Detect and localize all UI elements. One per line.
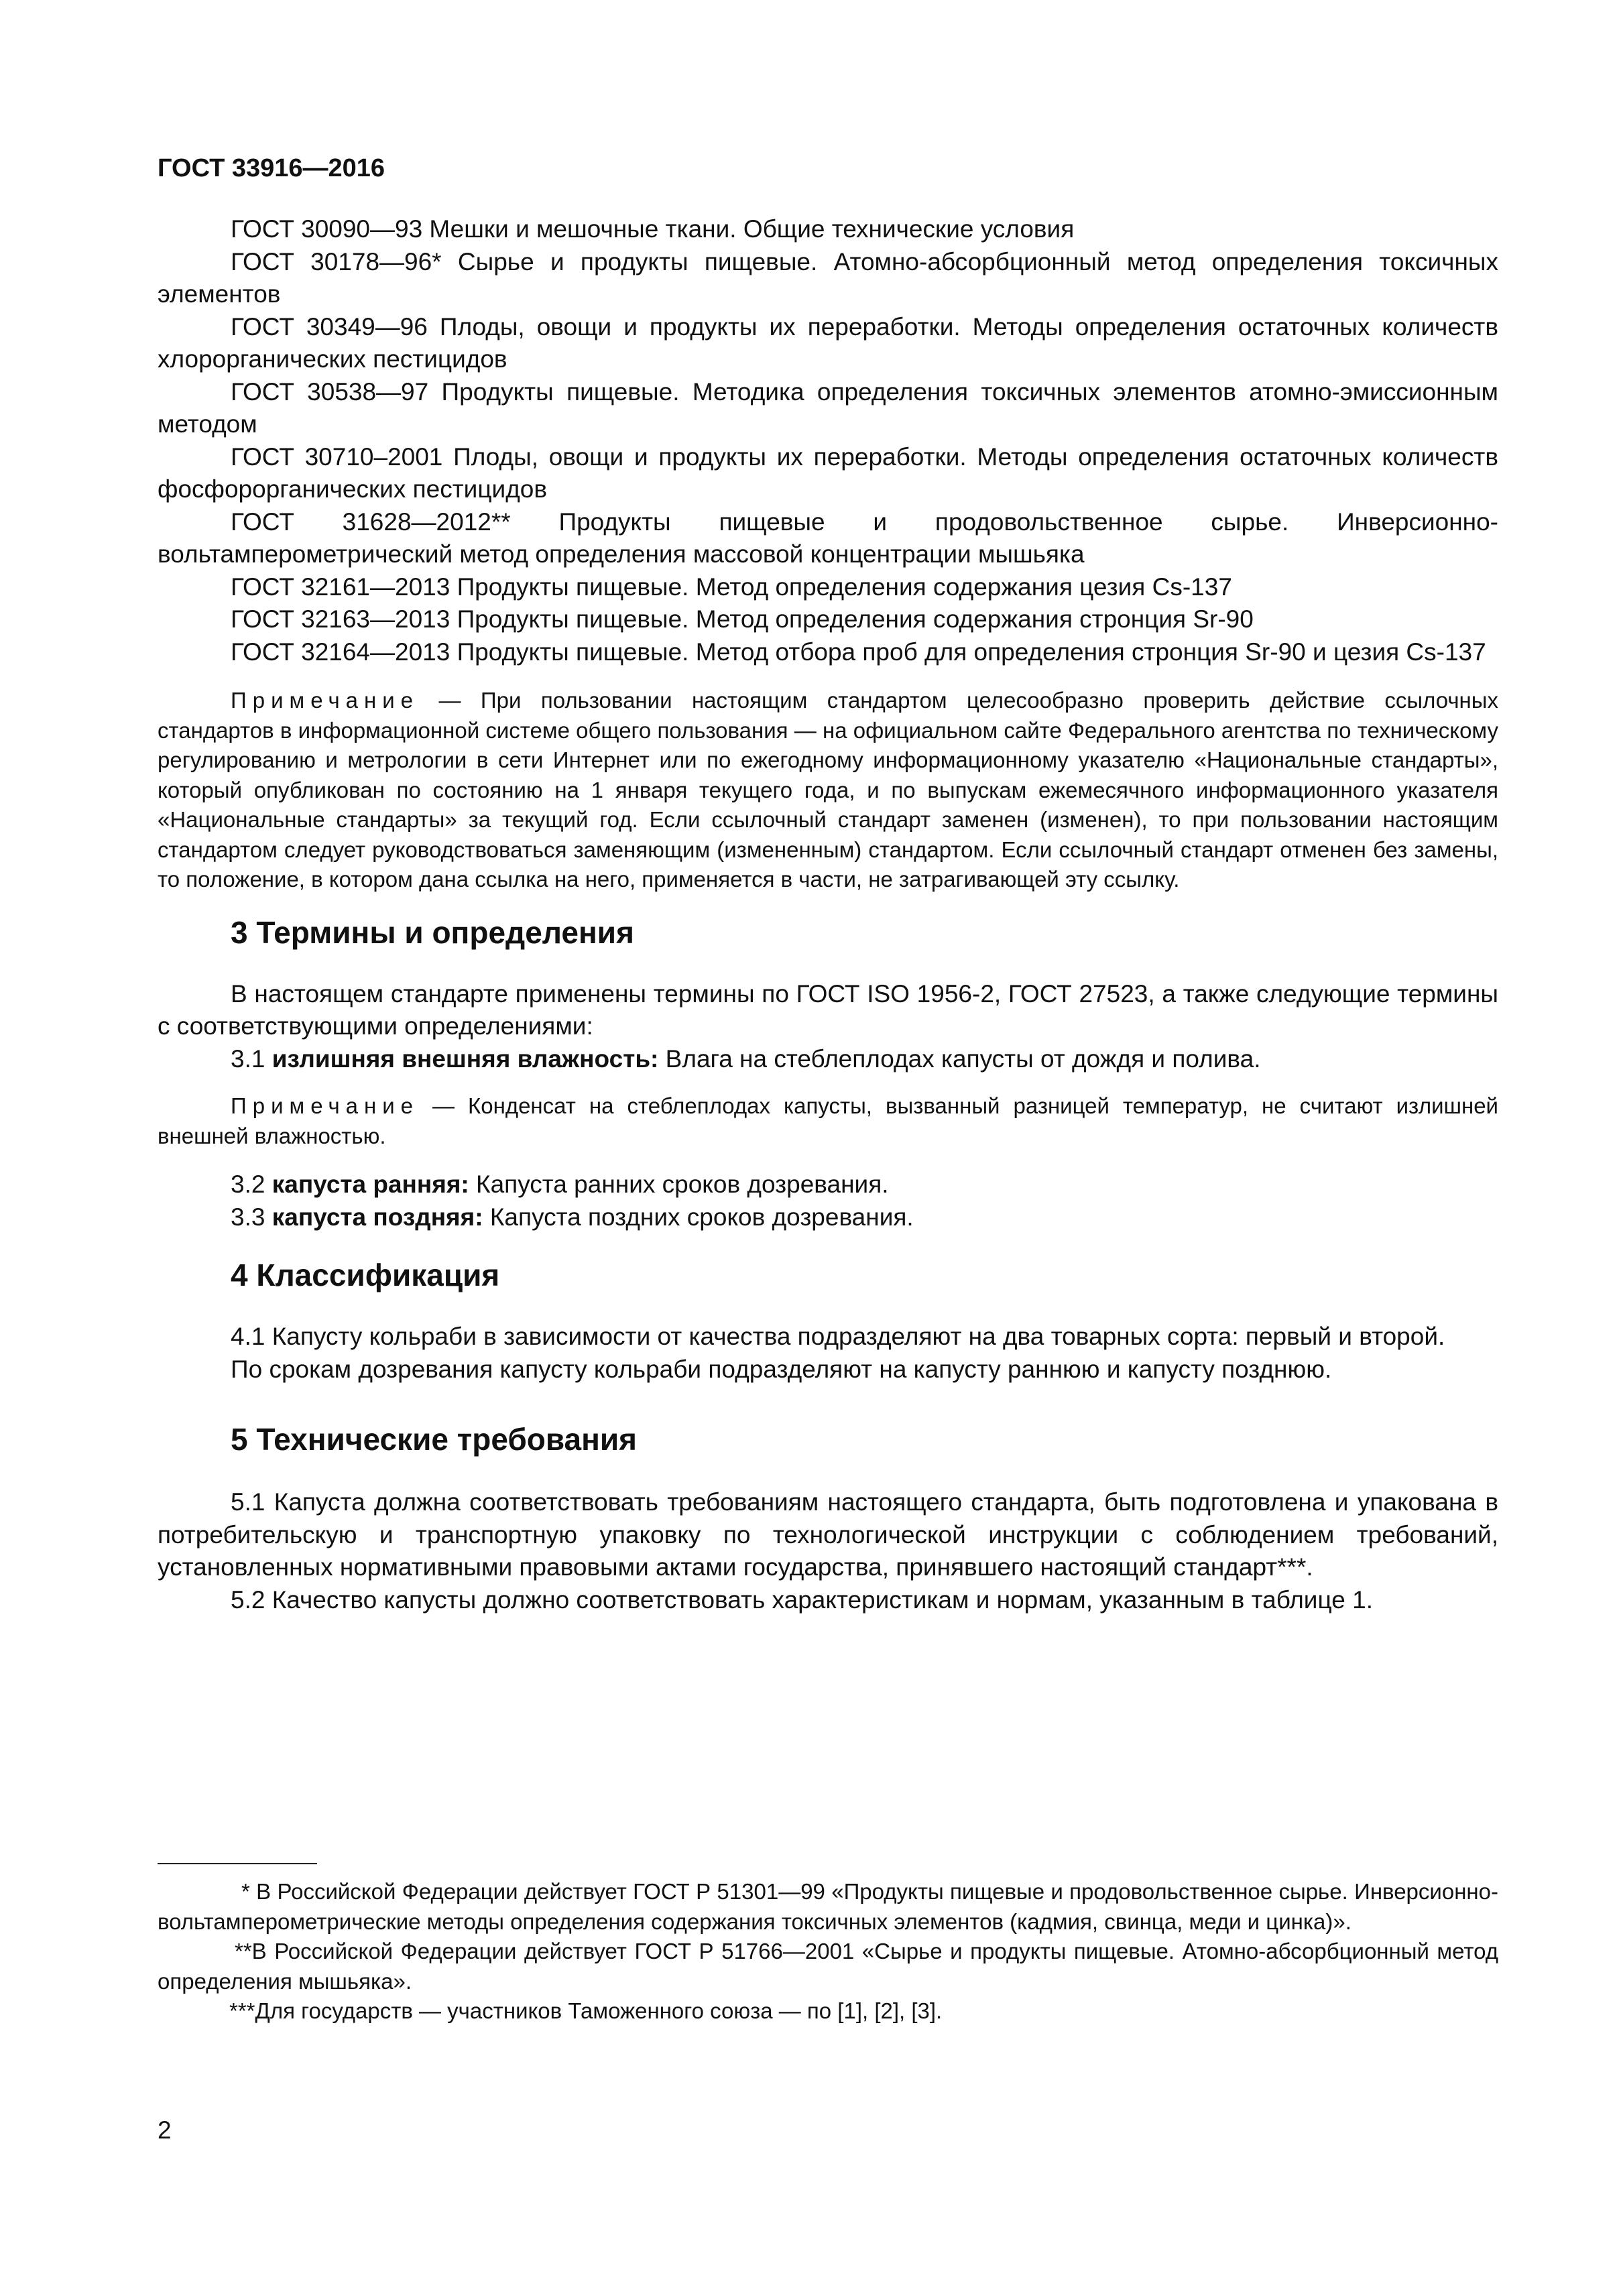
clause-4-1-continued: По срокам дозревания капусту кольраби подразделяют на капусту раннюю и капусту позднюю. <box>231 1355 1332 1383</box>
note-label: Примечание <box>231 688 420 713</box>
reference-item: ГОСТ 30178—96* Сырье и продукты пищевые. Атомно-абсорбционный метод определения токсичных элементов <box>158 247 1498 308</box>
clause-5-2: 5.2 Качество капусты должно соответствовать характеристикам и нормам, указанным в таблице 1. <box>231 1585 1373 1614</box>
term-name: капуста ранняя: <box>272 1170 469 1198</box>
term-definition: Капуста ранних сроков дозревания. <box>469 1170 889 1198</box>
note-text: — При пользовании настоящим стандартом целесообразно проверить действие ссылочных стандартов в информационной системе общего пользования — на официальном сайте Федерального агентства по техническому регулированию и метрологии в сети Интернет или по ежегодному информационному указателю «Национальные стандарты», который опубликован по состоянию на 1 января текущего года, и по выпускам ежемесячного информационного указателя «Национальные стандарты» за текущий год. Если ссылочный стандарт заменен (изменен), то при пользовании настоящим стандартом следует руководствоваться заменяющим (измененным) стандартом. Если ссылочный стандарт отменен без замены, то положение, в котором дана ссылка на него, применяется в части, не затрагивающей эту ссылку. <box>158 688 1498 892</box>
reference-item: ГОСТ 32161—2013 Продукты пищевые. Метод определения содержания цезия Cs-137 <box>231 572 1232 601</box>
page-body <box>158 153 1498 1616</box>
references-note <box>158 686 1498 895</box>
normative-references-list <box>158 213 1498 668</box>
reference-item: ГОСТ 32164—2013 Продукты пищевые. Метод отбора проб для определения стронция Sr-90 и цезия Cs-137 <box>231 638 1486 666</box>
term-number: 3.3 <box>231 1203 272 1231</box>
term-definition: Капуста поздних сроков дозревания. <box>483 1203 914 1231</box>
footnote-1: * В Российской Федерации действует ГОСТ Р 51301—99 «Продукты пищевые и продовольственное сырье. Инверсионно-вольтамперометрические методы определения содержания токсичных элементов (кадмия, свинца, меди и цинка)». <box>158 1879 1498 1934</box>
reference-item: ГОСТ 32163—2013 Продукты пищевые. Метод определения содержания стронция Sr-90 <box>231 605 1254 633</box>
term-number: 3.1 <box>231 1044 272 1073</box>
term-3-2 <box>158 1168 1498 1201</box>
term-number: 3.2 <box>231 1170 272 1198</box>
reference-item: ГОСТ 31628—2012** Продукты пищевые и продовольственное сырье. Инверсионно-вольтамперометрический метод определения массовой концентрации мышьяка <box>158 507 1498 568</box>
reference-item: ГОСТ 30710–2001 Плоды, овощи и продукты их переработки. Методы определения остаточных количеств фосфорорганических пестицидов <box>158 442 1498 503</box>
note-label: Примечание <box>231 1093 420 1118</box>
section-3-heading: 3 Термины и определения <box>231 914 634 950</box>
footnotes <box>158 1877 1498 2027</box>
section-4-heading: 4 Классификация <box>231 1258 500 1292</box>
section-5-heading: 5 Технические требования <box>231 1422 637 1457</box>
clause-5-1: 5.1 Капуста должна соответствовать требованиям настоящего стандарта, быть подготовлена и упакована в потребительскую и транспортную упаковку по технологической инструкции с соблюдением требований, установленных нормативными правовыми актами государства, принявшего настоящий стандарт***. <box>158 1488 1498 1581</box>
term-3-1 <box>158 1043 1498 1076</box>
reference-item: ГОСТ 30349—96 Плоды, овощи и продукты их переработки. Методы определения остаточных количеств хлорорганических пестицидов <box>158 312 1498 373</box>
footnote-separator <box>158 1863 317 1864</box>
term-name: капуста поздняя: <box>272 1203 483 1231</box>
section-3-intro: В настоящем стандарте применены термины по ГОСТ ISO 1956-2, ГОСТ 27523, а также следующие термины с соответствующими определениями: <box>158 979 1498 1040</box>
reference-item: ГОСТ 30090—93 Мешки и мешочные ткани. Общие технические условия <box>231 215 1075 243</box>
term-definition: Влага на стеблеплодах капусты от дождя и полива. <box>658 1044 1261 1073</box>
term-name: излишняя внешняя влажность: <box>272 1044 659 1073</box>
reference-item: ГОСТ 30538—97 Продукты пищевые. Методика определения токсичных элементов атомно-эмиссионным методом <box>158 377 1498 438</box>
document-id-header: ГОСТ 33916—2016 <box>158 154 385 182</box>
page-number: 2 <box>158 2116 172 2144</box>
clause-4-1: 4.1 Капусту кольраби в зависимости от качества подразделяют на два товарных сорта: первый и второй. <box>231 1323 1445 1350</box>
note-text: — Конденсат на стеблеплодах капусты, вызванный разницей температур, не считают излишней внешней влажностью. <box>158 1093 1498 1148</box>
footnote-2: **В Российской Федерации действует ГОСТ Р 51766—2001 «Сырье и продукты пищевые. Атомно-абсорбционный метод определения мышьяка». <box>158 1939 1498 1994</box>
term-3-3 <box>158 1201 1498 1234</box>
footnote-3: ***Для государств — участников Таможенного союза — по [1], [2], [3]. <box>229 1998 943 2023</box>
term-3-1-note <box>158 1091 1498 1151</box>
